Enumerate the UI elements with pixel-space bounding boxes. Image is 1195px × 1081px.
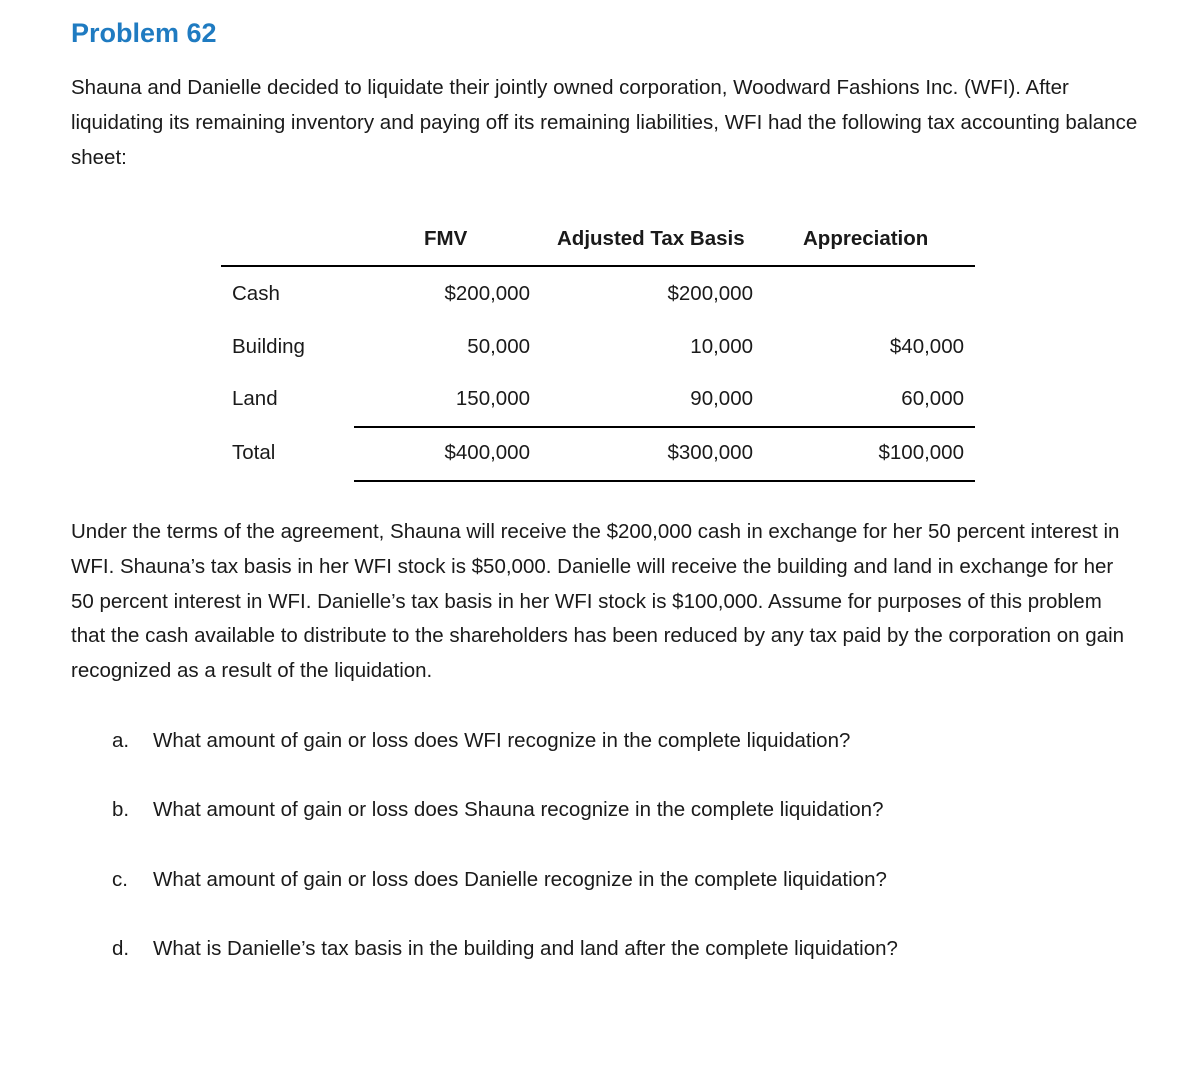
land-appreciation: 60,000 <box>901 387 964 410</box>
terms-paragraph: Under the terms of the agreement, Shauna will receive the $200,000 cash in exchange for her 50 percent interest in WFI. Shauna’s tax basis in her WFI stock is $50,000. Danielle will receive the building and land in exchange for her 50 percent interest in WFI. Danielle’s tax basis in her WFI stock is $100,000. Assume for purposes of this problem that the cash available to distribute to the shareholders has been reduced by any tax paid by the corporation on gain recognized as a result of the liquidation. <box>71 520 1125 683</box>
land-fmv: 150,000 <box>455 387 530 410</box>
question-letter: b. <box>112 798 130 821</box>
question-c <box>112 868 887 892</box>
total-basis: $300,000 <box>667 441 753 464</box>
header-fmv: FMV <box>424 227 468 250</box>
total-appreciation: $100,000 <box>878 441 964 464</box>
cash-fmv: $200,000 <box>444 282 530 305</box>
question-a <box>112 729 850 753</box>
building-fmv: 50,000 <box>467 335 530 358</box>
question-letter: a. <box>112 729 130 752</box>
question-text: What amount of gain or loss does Shauna recognize in the complete liquidation? <box>153 798 884 821</box>
building-appreciation: $40,000 <box>889 335 964 358</box>
problem-title: Problem 62 <box>71 18 217 48</box>
intro-paragraph: Shauna and Danielle decided to liquidate their jointly owned corporation, Woodward Fashions Inc. (WFI). After liquidating its remaining inventory and paying off its remaining liabilities, WFI had the following tax accounting balance sheet: <box>71 76 1138 169</box>
total-rule <box>354 480 975 482</box>
question-text: What is Danielle’s tax basis in the building and land after the complete liquidation? <box>153 937 898 960</box>
question-text: What amount of gain or loss does Danielle recognize in the complete liquidation? <box>153 868 887 891</box>
subtotal-rule <box>354 426 975 428</box>
row-label-total: Total <box>232 441 276 464</box>
land-basis: 90,000 <box>690 387 753 410</box>
row-label-land: Land <box>232 387 278 410</box>
building-basis: 10,000 <box>690 335 753 358</box>
question-d <box>112 937 898 961</box>
header-appreciation: Appreciation <box>803 227 929 250</box>
row-label-building: Building <box>232 335 305 358</box>
question-letter: d. <box>112 937 130 960</box>
question-letter: c. <box>112 868 128 891</box>
question-text: What amount of gain or loss does WFI recognize in the complete liquidation? <box>153 729 851 752</box>
header-rule <box>221 265 975 267</box>
row-label-cash: Cash <box>232 282 280 305</box>
cash-basis: $200,000 <box>667 282 753 305</box>
total-fmv: $400,000 <box>444 441 530 464</box>
balance-sheet-table <box>0 0 1195 500</box>
header-adjusted-tax-basis: Adjusted Tax Basis <box>557 227 745 250</box>
question-b <box>112 798 883 822</box>
